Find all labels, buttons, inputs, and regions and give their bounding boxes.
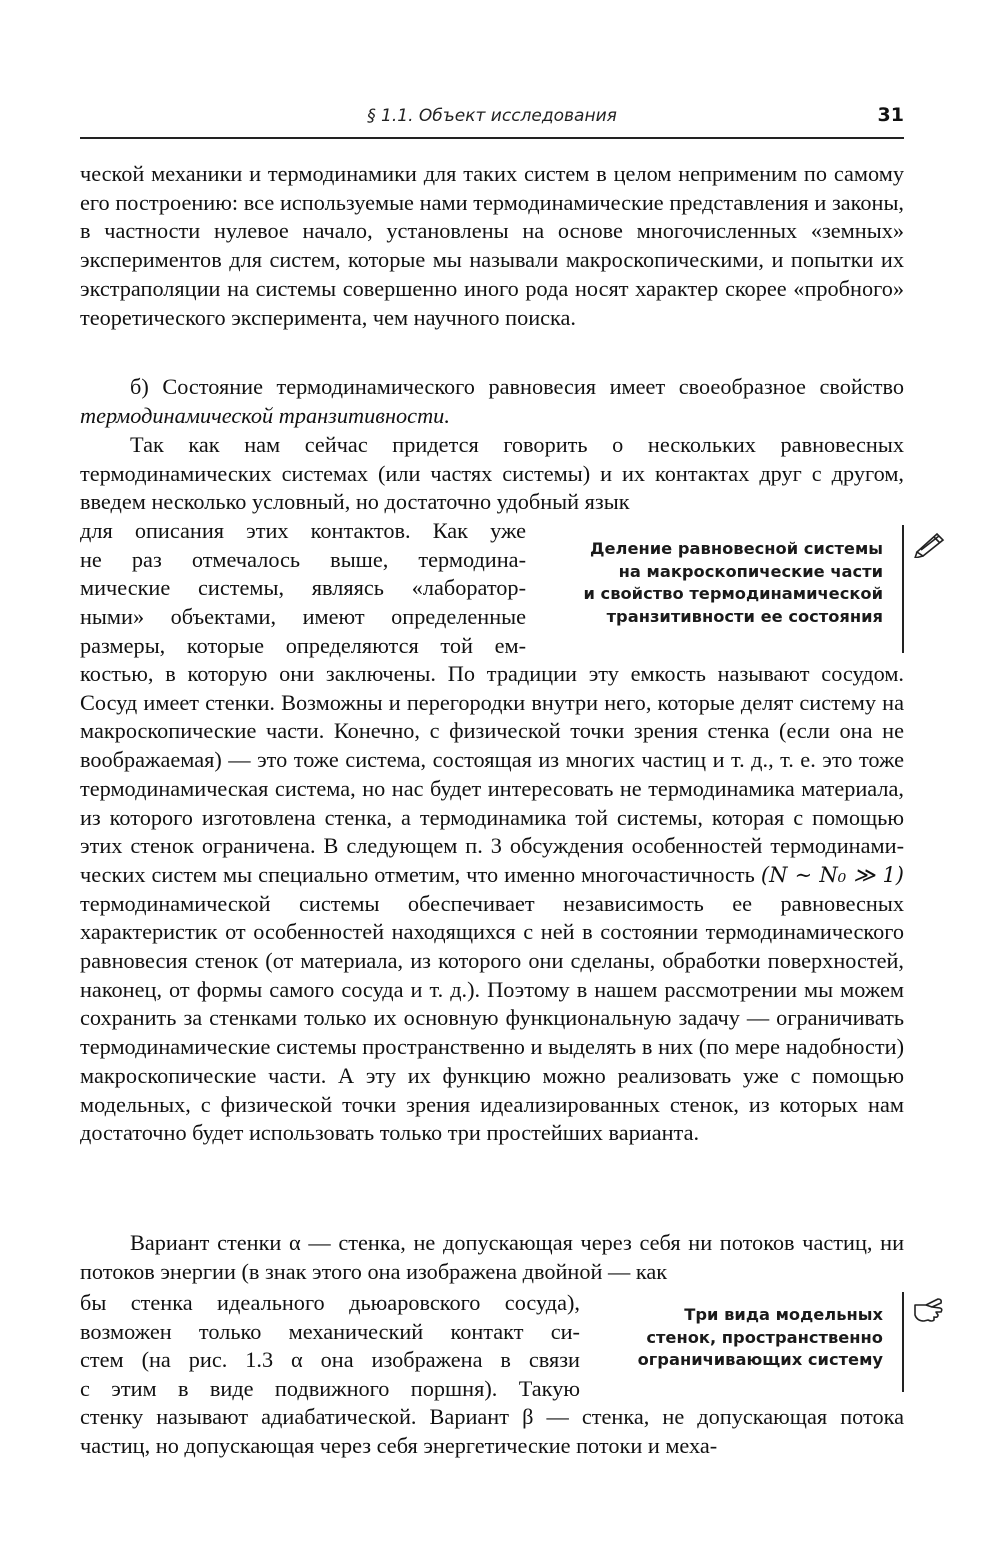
narrow-line: с этим в виде подвижного поршня). Такую [80, 1376, 580, 1402]
paragraph-2 [80, 373, 904, 430]
margin-note-2 [600, 1304, 883, 1372]
paragraph-1: ческой механики и термодинамики для таких систем в целом неприменим по самому его построению: все используемые нами термодинамические представления и законы, в частности нулевое начало, установлены на основе многочисленных «земных» экспериментов для систем, которые мы называли макроскопическими, и попытки их экстраполяции на системы совершенно иного рода носят характер скорее «пробного» теоретического эксперимента, чем научного поиска. [80, 161, 904, 330]
margin-note-2-bar [902, 1292, 904, 1392]
paragraph-3-narrow [80, 517, 526, 661]
margin-note-1 [540, 538, 883, 628]
margin-note-1-bar [902, 525, 904, 653]
formula: (N ∼ N₀ ≫ 1) [760, 862, 904, 887]
paragraph-3-intro: Так как нам сейчас придется говорить о нескольких равновесных термодинамических системах (или частях системы) и их контактах друг с другом, введем несколько условный, но достаточно удобный язык [80, 432, 904, 515]
pencil-icon [913, 528, 947, 558]
paragraph-2-lead: б) Состояние термодинамического равновесия имеет своеобразное свойство [130, 374, 904, 399]
narrow-line: возможен только механический контакт си- [80, 1318, 580, 1344]
narrow-line: мические системы, являясь «лаборатор- [80, 575, 526, 601]
margin-note-line: и свойство термодинамической [583, 584, 883, 603]
narrow-line: размеры, которые определяются той ем- [80, 632, 526, 658]
paragraph-2-term: термодинамической транзитивности. [80, 402, 450, 428]
paragraph-4-body: стенку называют адиабатической. Вариант β — стенка, не допускающая потока частиц, но допускающая через себя энергетические потоки и меха- [80, 1404, 904, 1458]
paragraph-3-rest-b: термодинамической системы обеспечивает независимость ее равновесных характеристик от особенностей находящихся с ней в состоянии термодинамического равновесия стенок (от материала, из которого они сделаны, обработки поверхностей, наконец, от формы самого сосуда и т. д.). Поэтому в нашем рассмотрении мы можем сохранить за стенками только их основную функциональную задачу — ограничивать термодинамические системы пространственно и выделять в них (по мере надобности) макроскопические части. А эту их функцию можно реализовать уже с помощью модельных, с физической точки зрения идеализированных стенок, из которых нам достаточно будет использовать только три простейших варианта. [80, 890, 904, 1146]
paragraph-4-intro: Вариант стенки α — стенка, не допускающая через себя ни потоков частиц, ни потоков энергии (в знак этого она изображена двойной — как [80, 1230, 904, 1284]
margin-note-line: ограничивающих систему [637, 1350, 883, 1369]
narrow-line: для описания этих контактов. Как уже [80, 518, 526, 543]
narrow-line: ными» объектами, имеют определенные [80, 604, 526, 630]
narrow-line: не раз отмечалось выше, термодина- [80, 546, 526, 572]
margin-note-line: на макроскопические части [618, 561, 883, 581]
paragraph-4-narrow [80, 1289, 580, 1404]
margin-note-line: Деление равновесной системы [590, 539, 883, 558]
margin-note-line: Три вида модельных [684, 1305, 883, 1324]
paragraph-3-rest-a: костью, в которую они заключены. По традиции эту емкость называют сосудом. Сосуд имеет стенки. Возможны и перегородки внутри него, которые делят систему на макроскопические части. Конечно, с физической точки зрения стенка (если она не воображаемая) — это тоже система, состоящая из многих частиц и т. д., т. е. это тоже термодинамическая система, но нас будет интересовать не термодинамика материала, из которого изготовлена стенка, а термодинамика той системы, которая с помощью этих стенок ограничена. В следующем п. 3 обсуждения особенностей термодинамических систем мы специально отметим, что именно многочастичность [80, 661, 904, 887]
running-header [80, 106, 904, 132]
pointing-hand-icon [912, 1295, 944, 1325]
narrow-line: стем (на рис. 1.3 α она изображена в связи [80, 1347, 580, 1373]
paragraph-3-body [80, 660, 904, 1148]
section-title: § 1.1. Объект исследования [367, 106, 617, 126]
margin-note-line: транзитивности ее состояния [606, 606, 883, 626]
narrow-line: бы стенка идеального дьюаровского сосуда), [80, 1290, 580, 1315]
header-rule [80, 137, 904, 139]
margin-note-line: стенок, пространственно [646, 1327, 883, 1347]
page-number: 31 [877, 104, 904, 126]
